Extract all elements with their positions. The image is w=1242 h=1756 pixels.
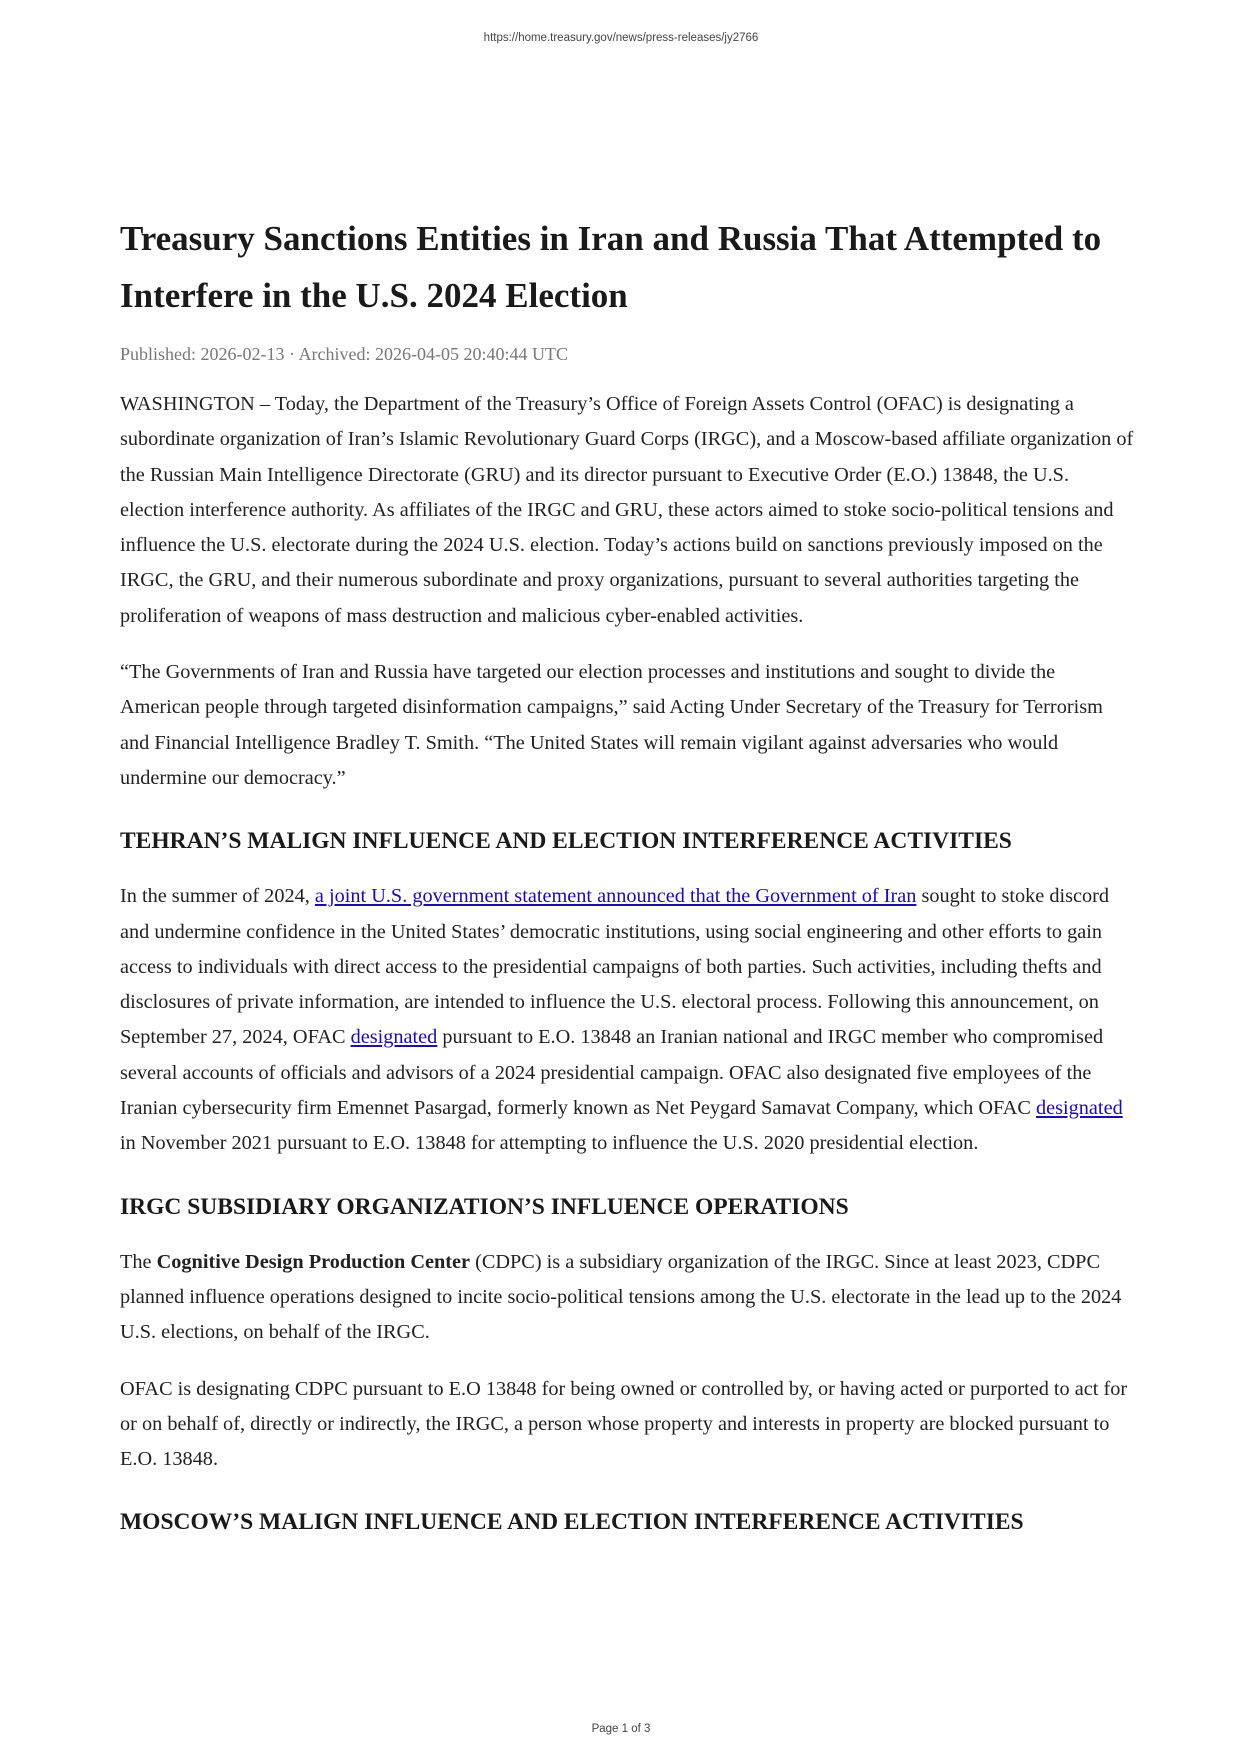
paragraph-cdpc <box>120 1245 1135 1351</box>
text: pursuant to E.O. 13848 an Iranian national and IRGC member who compromised several accounts of officials and advisors of a 2024 presidential campaign. OFAC also designated five employees of the Iranian cybersecurity firm Emennet Pasargad, formerly known as Net Peygard Samavat Company, which OFAC <box>120 1026 1104 1120</box>
text: sought to stoke discord and undermine confidence in the United States’ democratic institutions, using social engineering and other efforts to gain access to individuals with direct access to the presidential campaigns of both parties. Such activities, including thefts and disclosures of private information, are intended to influence the U.S. electoral process. Following this announcement, on September 27, 2024, OFAC <box>120 885 1110 1049</box>
joint-statement-link[interactable]: a joint U.S. government statement announced that the Government of Iran <box>314 885 917 908</box>
heading-irgc: IRGC SUBSIDIARY ORGANIZATION’S INFLUENCE OPERATIONS <box>120 1193 849 1220</box>
paragraph-intro: WASHINGTON – Today, the Department of the Treasury’s Office of Foreign Assets Control (OFAC) is designating a subordinate organization of Iran’s Islamic Revolutionary Guard Corps (IRGC), and a Moscow-based affiliate organization of the Russian Main Intelligence Directorate (GRU) and its director pursuant to Executive Order (E.O.) 13848, the U.S. election interference authority. As affiliates of the IRGC and GRU, these actors aimed to stoke socio-political tensions and influence the U.S. electorate during the 2024 U.S. election. Today’s actions build on sanctions previously imposed on the IRGC, the GRU, and their numerous subordinate and proxy organizations, pursuant to several authorities targeting the proliferation of weapons of mass destruction and malicious cyber-enabled activities. <box>120 393 1134 627</box>
page-number: Page 1 of 3 <box>591 1723 651 1735</box>
paragraph-quote: “The Governments of Iran and Russia have targeted our election processes and institutions and sought to divide the American people through targeted disinformation campaigns,” said Acting Under Secretary of the Treasury for Terrorism and Financial Intelligence Bradley T. Smith. “The United States will remain vigilant against adversaries who would undermine our democracy.” <box>120 661 1103 789</box>
paragraph-designation: OFAC is designating CDPC pursuant to E.O 13848 for being owned or controlled by, or having acted or purported to act for or on behalf of, directly or indirectly, the IRGC, a person whose property and interests in property are blocked pursuant to E.O. 13848. <box>120 1377 1128 1471</box>
heading-tehran: TEHRAN’S MALIGN INFLUENCE AND ELECTION INTERFERENCE ACTIVITIES <box>120 828 1012 855</box>
cdpc-name: Cognitive Design Production Center <box>156 1250 471 1273</box>
designated-link-2021[interactable]: designated <box>1035 1097 1123 1120</box>
page-url: https://home.treasury.gov/news/press-releases/jy2766 <box>483 32 759 44</box>
text: In the summer of 2024, <box>120 885 315 908</box>
designated-link-2024[interactable]: designated <box>350 1026 438 1049</box>
paragraph-tehran <box>120 879 1135 1161</box>
heading-moscow: MOSCOW’S MALIGN INFLUENCE AND ELECTION INTERFERENCE ACTIVITIES <box>120 1509 1024 1536</box>
article <box>120 210 1135 1560</box>
publish-meta: Published: 2026-02-13 · Archived: 2026-04-05 20:40:44 UTC <box>120 344 568 364</box>
text: (CDPC) is a subsidiary organization of the IRGC. Since at least 2023, CDPC planned influence operations designed to incite socio-political tensions among the U.S. electorate in the lead up to the 2024 U.S. elections, on behalf of the IRGC. <box>120 1250 1122 1344</box>
article-title: Treasury Sanctions Entities in Iran and Russia That Attempted to Interfere in the U.S. 2024 Election <box>120 219 1102 315</box>
text: The <box>120 1250 157 1273</box>
text: in November 2021 pursuant to E.O. 13848 for attempting to influence the U.S. 2020 presidential election. <box>120 1132 979 1155</box>
